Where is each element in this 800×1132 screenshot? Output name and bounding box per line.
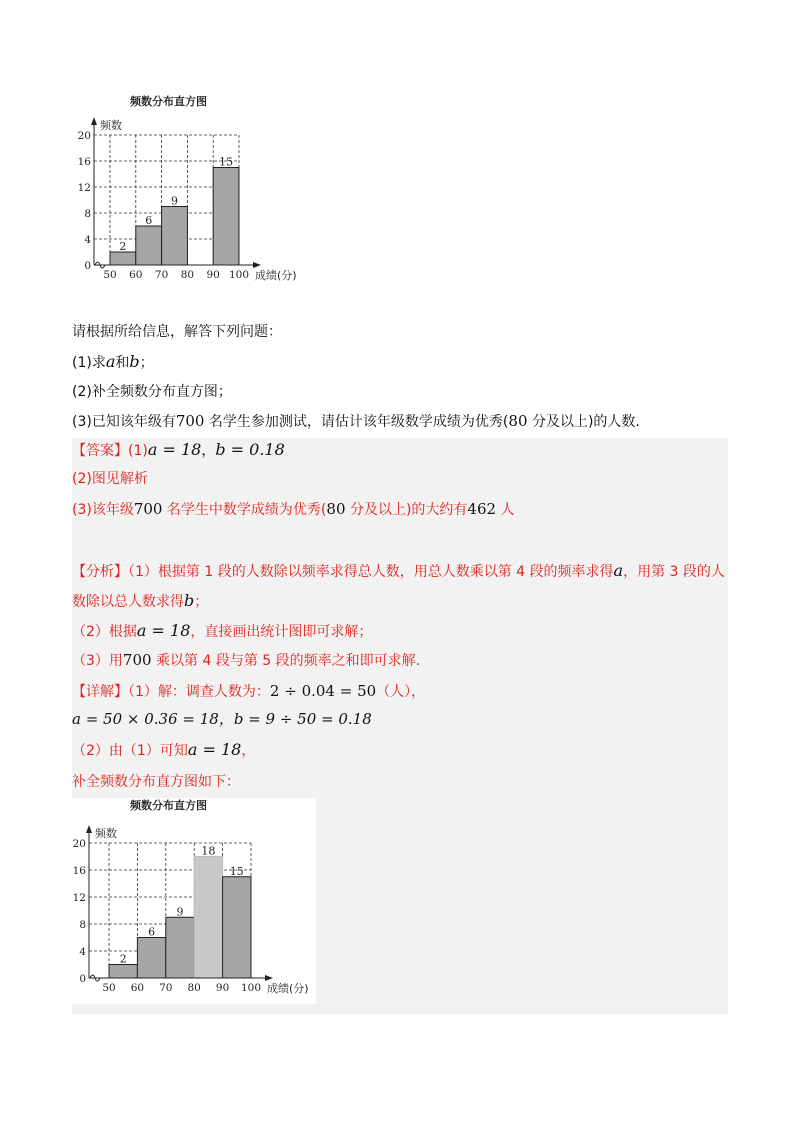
histogram-bar	[137, 938, 165, 979]
bar-value-label: 6	[145, 214, 153, 227]
analysis-l2-var: b	[184, 591, 195, 610]
q1-suffix: ；	[139, 355, 154, 371]
y-tick-label: 4	[79, 946, 86, 958]
answer-l3-462: 462	[467, 500, 497, 518]
answer-p1: (1)	[128, 443, 148, 459]
q1-var-a: a	[105, 352, 116, 371]
bar-value-label: 2	[119, 240, 127, 253]
x-tick-label: 80	[187, 982, 201, 994]
bar-value-label: 2	[119, 952, 127, 966]
analysis-l2-a: 数除以总人数求得	[72, 594, 184, 610]
x-tick-label: 80	[180, 269, 195, 281]
x-axis-arrow	[265, 975, 273, 981]
histogram-bar	[109, 965, 137, 979]
chart-title: 频数分布直方图	[130, 799, 207, 812]
x-axis-label: 成绩(分)	[267, 982, 309, 995]
histogram-bar	[162, 207, 188, 266]
answer-line-2: (2)图见解析	[72, 471, 148, 487]
histogram-bar	[213, 168, 239, 266]
detail-l1-math: 2 ÷ 0.04 = 50	[269, 682, 377, 700]
x-tick-label: 70	[159, 982, 173, 994]
answer-l3-mid2: 分及以上)的大约有	[345, 502, 468, 518]
detail-l3-math: a = 18	[187, 740, 242, 759]
analysis-l1-var: a	[613, 561, 624, 580]
x-tick-label: 100	[240, 982, 262, 994]
analysis-l2-b: ；	[194, 594, 209, 610]
answer-l3-prefix: (3)该年级	[72, 502, 134, 518]
y-tick-label: 16	[72, 865, 86, 877]
analysis-line-1	[72, 561, 725, 582]
detail-line-1	[72, 681, 425, 702]
answer-line-3	[72, 499, 515, 520]
analysis-l1-b: ，用第 3 段的人	[623, 564, 725, 580]
x-tick-label: 50	[102, 982, 116, 994]
answer-l3-700: 700	[133, 500, 163, 518]
detail-l1-b: （人），	[376, 684, 426, 700]
answer-l3-mid1: 名学生中数学成绩为优秀(	[162, 502, 327, 518]
question-3	[72, 411, 640, 432]
y-axis-label: 频数	[100, 119, 122, 132]
q3-prefix: (3)已知该年级有	[72, 414, 176, 430]
answer-line-1	[72, 440, 285, 461]
bar-value-label: 9	[171, 194, 178, 208]
detail-l3-b: ，	[241, 743, 256, 759]
bar-value-label: 6	[148, 925, 156, 939]
x-axis-label: 成绩(分)	[255, 269, 297, 282]
answer-l3-80: 80	[326, 500, 346, 518]
q1-mid: 和	[115, 355, 130, 371]
y-axis-label: 频数	[95, 827, 117, 840]
analysis-l3-a: （2）根据	[72, 624, 137, 640]
histogram-bar	[136, 226, 162, 265]
detail-l1-a: （1）解：调查人数为：	[128, 684, 270, 700]
bar-value-label: 15	[219, 155, 234, 169]
analysis-l1-a: （1）根据第 1 段的人数除以频率求得总人数，用总人数乘以第 4 段的频率求得	[128, 564, 614, 580]
x-tick-label: 60	[130, 982, 145, 994]
histogram-bar	[110, 252, 136, 265]
q3-mid: 名学生参加测试，请估计该年级数学成绩为优秀(	[204, 414, 509, 430]
analysis-tag: 【分析】	[72, 564, 128, 580]
x-axis-arrow	[253, 262, 261, 268]
y-tick-label: 4	[84, 234, 91, 246]
x-tick-label: 90	[215, 982, 230, 994]
answer-l3-suffix: 人	[496, 502, 515, 518]
x-tick-label: 70	[154, 269, 169, 281]
y-axis-arrow	[91, 117, 97, 125]
histogram-bar	[223, 877, 251, 978]
y-axis-arrow	[86, 825, 92, 833]
y-tick-label: 20	[72, 838, 86, 850]
q1-prefix: (1)求	[72, 355, 106, 371]
histogram-original	[64, 90, 324, 290]
y-tick-label: 12	[72, 892, 86, 904]
answer-tag: 【答案】	[72, 443, 128, 459]
histogram-completed	[72, 798, 316, 1004]
detail-line-4: 补全频数分布直方图如下：	[72, 774, 240, 790]
y-tick-label: 8	[84, 208, 91, 220]
answer-math-b: b = 0.18	[215, 440, 285, 459]
analysis-l4-700: 700	[122, 651, 152, 669]
bar-value-label: 9	[176, 905, 184, 919]
analysis-line-2	[72, 591, 208, 612]
histogram-completed-svg	[72, 798, 316, 1004]
x-tick-label: 100	[228, 269, 250, 281]
analysis-line-4	[72, 650, 420, 671]
detail-line-3	[72, 740, 255, 761]
analysis-l4-b: 乘以第 4 段与第 5 段的频率之和即可求解.	[151, 653, 421, 669]
intro-text: 请根据所给信息，解答下列问题：	[72, 324, 282, 340]
y-tick-label: 20	[77, 130, 91, 142]
histogram-bar	[166, 917, 194, 978]
q1-var-b: b	[129, 352, 140, 371]
histogram-original-svg	[64, 90, 324, 290]
answer-math-a: a = 18	[147, 440, 202, 459]
x-tick-label: 60	[129, 269, 143, 281]
analysis-l3-b: ，直接画出统计图即可求解；	[190, 624, 373, 640]
y-tick-label: 0	[79, 973, 86, 985]
analysis-l3-math: a = 18	[136, 621, 191, 640]
analysis-line-3	[72, 621, 372, 642]
detail-l3-a: （2）由（1）可知	[72, 743, 188, 759]
y-tick-label: 16	[77, 156, 91, 168]
x-tick-label: 90	[206, 269, 220, 281]
bar-value-label: 15	[229, 864, 244, 878]
x-tick-label: 50	[103, 269, 117, 281]
analysis-l4-a: （3）用	[72, 653, 123, 669]
q3-80: 80	[508, 412, 528, 430]
detail-l2-math: a = 50 × 0.36 = 18，b = 9 ÷ 50 = 0.18	[72, 710, 372, 728]
chart-title: 频数分布直方图	[130, 95, 207, 108]
y-tick-label: 0	[84, 260, 91, 272]
q3-suffix: 分及以上)的人数.	[527, 414, 640, 430]
y-tick-label: 12	[77, 182, 91, 194]
q3-700: 700	[175, 412, 205, 430]
detail-tag: 【详解】	[72, 684, 128, 700]
detail-line-2	[72, 709, 372, 730]
histogram-bar	[194, 857, 222, 979]
answer-sep: ，	[201, 443, 216, 459]
y-tick-label: 8	[79, 919, 86, 931]
bar-value-label: 18	[201, 844, 216, 858]
question-1	[72, 352, 154, 373]
question-2: (2)补全频数分布直方图；	[72, 384, 232, 400]
